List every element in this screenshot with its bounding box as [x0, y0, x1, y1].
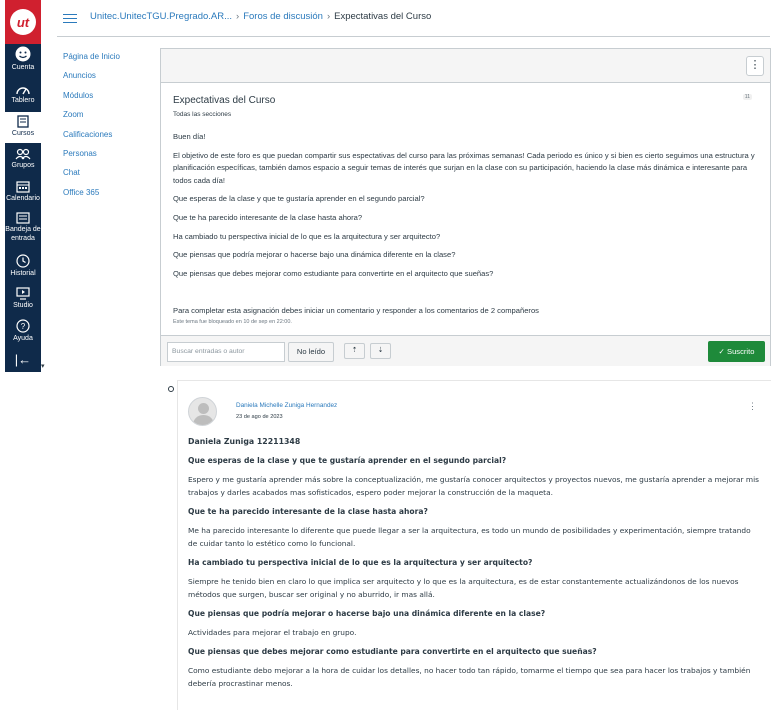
nav-history-label: Historial [10, 270, 36, 277]
inbox-icon [16, 212, 30, 224]
discussion-toolbar [161, 335, 770, 366]
kebab-icon: ⋮ [749, 59, 761, 71]
help-icon [16, 319, 30, 333]
hamburger-icon-line [63, 22, 77, 24]
nav-dashboard[interactable] [5, 83, 41, 105]
scroll-down-icon[interactable]: ▾ [41, 363, 45, 370]
avatar[interactable] [188, 397, 217, 426]
nav-account-label: Cuenta [11, 64, 35, 71]
collapse-nav-button[interactable] [5, 352, 41, 372]
topic-greeting: Buen día! [173, 132, 206, 141]
collapse-replies-button[interactable] [344, 343, 365, 359]
course-nav-zoom[interactable]: Zoom [63, 110, 84, 120]
avatar-body [193, 415, 214, 426]
reply-answer: Me ha parecido interesante lo diferente que puede llegar a ser la arquitectura, es todo un mundo de posibilidades y experimentación, siempre tratando de cuidar tanto lo estético como lo funcional. [188, 526, 751, 548]
nav-studio[interactable] [5, 287, 41, 310]
breadcrumb-course[interactable]: Unitec.UnitecTGU.Pregrado.AR... [90, 11, 233, 22]
course-nav-chat[interactable]: Chat [63, 168, 80, 178]
search-input[interactable]: Buscar entradas o autor [167, 342, 285, 362]
reply-count-badge: 11 [744, 94, 750, 100]
reply-answer: Siempre he tenido bien en claro lo que implica ser arquitecto y lo que es la arquitectura, es de estar constantemente actualizándonos de los nuevos métodos que surgen, buscar ser original y no aburrido, ir mas allá. [188, 577, 739, 599]
course-nav-announcements[interactable]: Anuncios [63, 71, 96, 81]
header-divider [57, 36, 770, 37]
nav-inbox[interactable] [5, 212, 41, 243]
reply-date: 23 de ago de 2023 [236, 414, 283, 420]
nav-history[interactable] [5, 254, 41, 278]
nav-groups-label: Grupos [11, 162, 35, 169]
collapse-up-icon: ⇡ [351, 347, 358, 354]
breadcrumb-current: Expectativas del Curso [334, 11, 432, 22]
course-nav-home[interactable]: Página de Inicio [63, 52, 120, 61]
institution-logo[interactable] [5, 0, 41, 44]
expand-down-icon: ⇣ [377, 347, 384, 354]
nav-courses[interactable] [5, 112, 41, 143]
account-icon [15, 46, 31, 62]
history-icon [16, 254, 30, 268]
reply-question: Que piensas que podría mejorar o hacerse bajo una dinámica diferente en la clase? [188, 609, 546, 618]
subscribed-button[interactable] [708, 341, 765, 362]
unread-filter-button[interactable]: No leído [288, 342, 334, 362]
logo-badge: ut [10, 9, 36, 35]
studio-icon [16, 287, 30, 300]
hamburger-icon [63, 14, 77, 16]
nav-help[interactable] [5, 319, 41, 343]
topic-paragraph: El objetivo de este foro es que puedan compartir sus espectativas del curso para las próximas semanas! Cada periodo es único y si bien es cierto seguimos una estructura y planificación específicas, también damos espacio a seguir temas de interés que surjan en la clase con su participación, haciendo la clase más dinámica e interesante para todos cada día! [173, 150, 755, 185]
kebab-icon: ⋮ [748, 401, 757, 411]
dashboard-icon [15, 83, 31, 95]
course-nav-modules[interactable]: Módulos [63, 90, 94, 100]
topic-options-button[interactable] [746, 56, 764, 76]
global-nav [5, 0, 41, 372]
breadcrumb-separator-icon: › [326, 11, 331, 22]
courses-icon [17, 115, 29, 128]
course-menu-toggle[interactable] [63, 11, 77, 26]
unread-indicator-icon [168, 386, 174, 392]
nav-courses-label: Cursos [11, 130, 35, 137]
topic-locked-note: Este tema fue bloqueado en 10 de sep en 22:00. [173, 319, 292, 325]
collapse-arrow-icon: |← [14, 352, 32, 367]
nav-help-label: Ayuda [13, 335, 33, 342]
discussion-topic [160, 48, 771, 366]
nav-groups[interactable] [5, 148, 41, 170]
topic-instructions: Para completar esta asignación debes iniciar un comentario y responder a los comentarios de 2 compañeros [173, 306, 539, 315]
nav-account[interactable] [5, 46, 41, 72]
reply-question: Que esperas de la clase y que te gustaría aprender en el segundo parcial? [188, 456, 507, 465]
reply-answer: Actividades para mejorar el trabajo en grupo. [188, 628, 357, 637]
course-nav-people[interactable]: Personas [63, 148, 97, 158]
topic-sections: Todas las secciones [173, 111, 232, 118]
nav-calendar-label: Calendario [6, 195, 40, 202]
checkmark-icon: ✓ [718, 347, 728, 356]
breadcrumb [90, 11, 431, 22]
hamburger-icon-line [63, 18, 77, 20]
reply-answer: Espero y me gustaría aprender más sobre la conceptualización, me gustaría conocer arquitectos y proyectos nuevos, me gustaría aprender a mejorar mis trabajos y darles acabados mas sofisticados, espero poder mejorar la construcción de la maqueta. [188, 475, 760, 497]
groups-icon [15, 148, 31, 160]
topic-question: Que piensas que podría mejorar o hacerse bajo una dinámica diferente en la clase? [173, 250, 456, 260]
avatar-head [198, 403, 209, 414]
topic-question: Que esperas de la clase y que te gustaría aprender en el segundo parcial? [173, 194, 425, 204]
reply-name-line: Daniela Zuniga 12211348 [188, 437, 301, 446]
reply-question: Que piensas que debes mejorar como estudiante para convertirte en el arquitecto que sueñas? [188, 647, 597, 656]
nav-calendar[interactable] [5, 180, 41, 203]
reply-question: Ha cambiado tu perspectiva inicial de lo que es la arquitectura y ser arquitecto? [188, 558, 533, 567]
course-nav-grades[interactable]: Calificaciones [63, 129, 113, 139]
reply-question: Que te ha parecido interesante de la clase hasta ahora? [188, 507, 428, 516]
breadcrumb-discussions[interactable]: Foros de discusión [243, 11, 323, 22]
reply-options-button[interactable] [748, 401, 757, 412]
svg-text:?: ? [20, 322, 26, 331]
topic-header-bar [161, 49, 770, 83]
course-nav [63, 52, 120, 207]
subscribed-label: Suscrito [727, 347, 755, 356]
calendar-icon [16, 180, 30, 193]
topic-question: Que piensas que debes mejorar como estudiante para convertirte en el arquitecto que sueñas? [173, 269, 494, 279]
topic-question: Ha cambiado tu perspectiva inicial de lo que es la arquitectura y ser arquitecto? [173, 231, 441, 241]
topic-question: Que te ha parecido interesante de la clase hasta ahora? [173, 213, 363, 223]
discussion-reply [177, 380, 771, 710]
nav-studio-label: Studio [13, 302, 33, 309]
breadcrumb-separator-icon: › [236, 11, 240, 22]
reply-message [188, 435, 762, 696]
reply-answer: Como estudiante debo mejorar a la hora de cuidar los detalles, no hacer todo tan rápido, tomarme el tiempo que sea para hacer los trabajos y también debería procrastinar menos. [188, 666, 751, 688]
nav-inbox-label: Bandeja de entrada [5, 226, 41, 242]
topic-message [173, 131, 763, 287]
topic-title: Expectativas del Curso [173, 95, 276, 106]
course-nav-office365[interactable]: Office 365 [63, 187, 100, 197]
expand-replies-button[interactable] [370, 343, 391, 359]
reply-author[interactable]: Daniela Michelle Zuniga Hernandez [236, 402, 338, 409]
nav-dashboard-label: Tablero [11, 97, 35, 104]
